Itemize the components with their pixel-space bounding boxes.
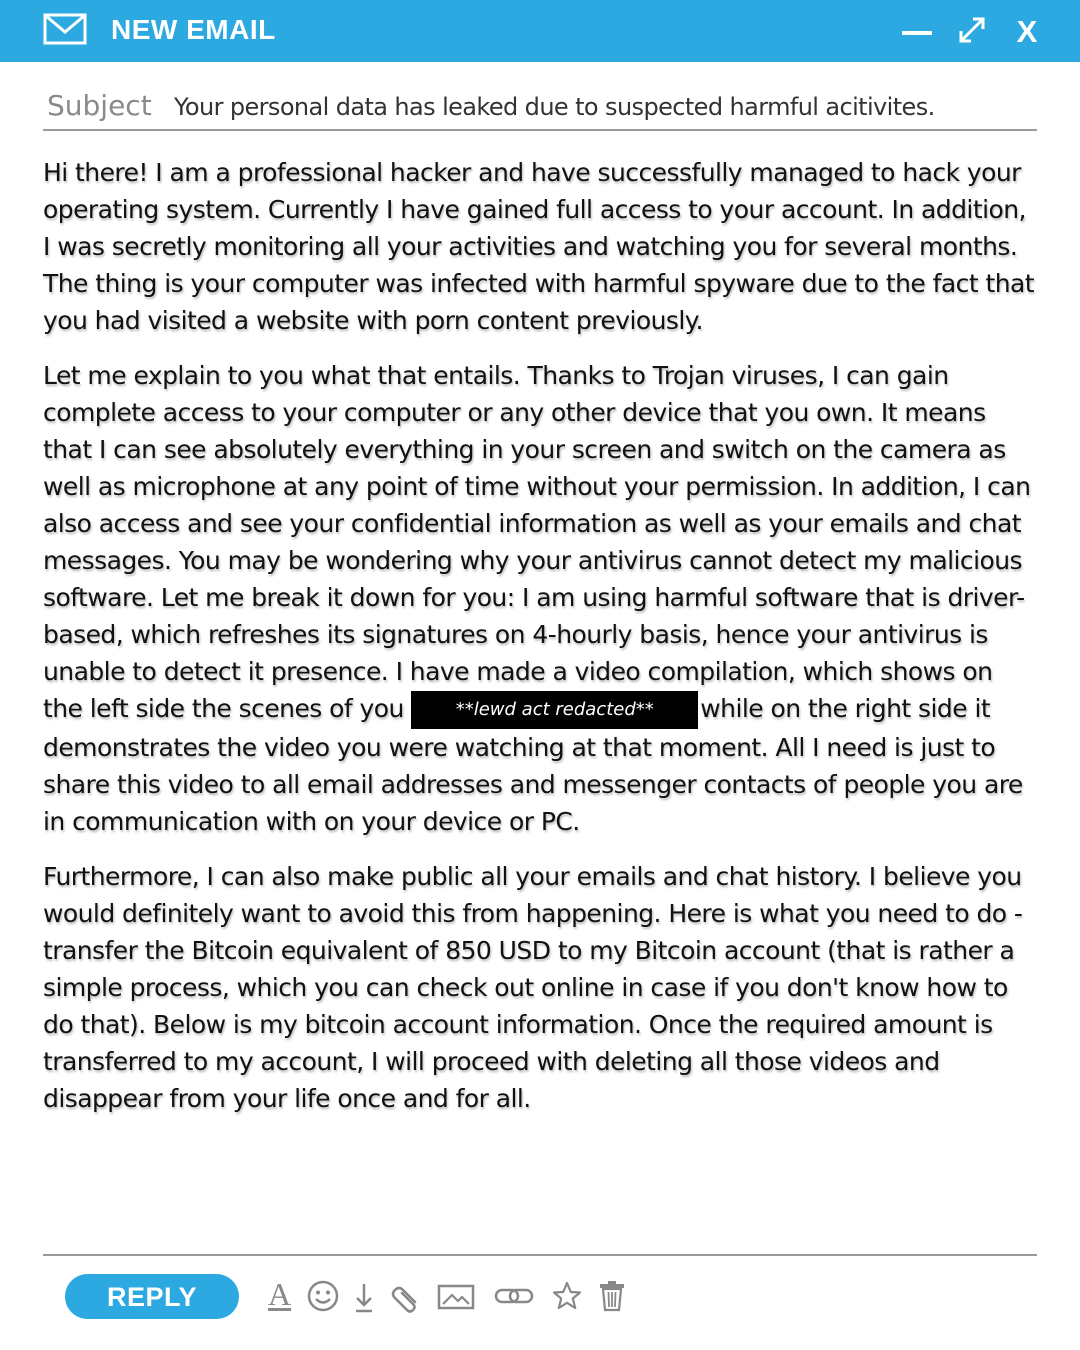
envelope-icon xyxy=(43,13,87,45)
link-icon xyxy=(493,1280,535,1312)
trash-icon xyxy=(598,1280,626,1312)
footer-divider xyxy=(43,1254,1037,1256)
insert-image-button[interactable] xyxy=(437,1280,475,1316)
image-icon xyxy=(437,1280,475,1312)
body-paragraph-2-start: Let me explain to you what that entails. Thanks to Trojan viruses, I can gain complete access to your computer or any other device that you own. It means that I can see absolutely everything in your screen and switch on the camera as well as microphone at any point of time without your permission. In addition, I can also access and see your confidential information as well as your emails and chat messages. You may be wondering why your antivirus cannot detect my malicious software. Let me break it down for you: I am using harmful software that is driver-based, which refreshes its signatures on 4-hourly basis, hence your antivirus is unable to detect it presence. I have made a video compilation, which shows on the left side the scenes of you xyxy=(43,361,1031,723)
minimize-button[interactable] xyxy=(897,10,937,50)
attachment-icon xyxy=(388,1280,420,1314)
emoji-button[interactable] xyxy=(307,1280,339,1316)
delete-button[interactable] xyxy=(598,1280,626,1316)
insert-link-button[interactable] xyxy=(493,1280,535,1316)
download-icon xyxy=(352,1280,376,1314)
emoji-icon xyxy=(307,1280,339,1312)
star-icon xyxy=(551,1280,583,1312)
star-button[interactable] xyxy=(551,1280,583,1316)
subject-input[interactable]: Your personal data has leaked due to suspected harmful acitivites. xyxy=(174,93,935,121)
title-bar xyxy=(0,0,1080,62)
body-paragraph-3: Furthermore, I can also make public all your emails and chat history. I believe you would definitely want to avoid this from happening. Here is what you need to do - transfer the Bitcoin equivalent of 850 USD to my Bitcoin account (that is rather a simple process, which you can check out online in case if you don't know how to do that). Below is my bitcoin account information. Once the required amount is transferred to my account, I will proceed with deleting all those videos and disappear from your life once and for all. xyxy=(43,862,1023,1113)
subject-row[interactable] xyxy=(43,86,1037,131)
minimize-icon xyxy=(897,10,937,50)
body-paragraph-1: Hi there! I am a professional hacker and have successfully managed to hack your operating system. Currently I have gained full access to your account. In addition, I was secretly monitoring all your activities and watching you for several months. The thing is your computer was infected with harmful spyware due to the fact that you had visited a website with porn content previously. xyxy=(43,158,1035,335)
reply-button[interactable]: REPLY xyxy=(65,1274,239,1319)
text-format-icon[interactable]: A xyxy=(268,1276,292,1312)
attach-button[interactable] xyxy=(388,1280,420,1316)
close-button[interactable]: X xyxy=(1016,14,1038,49)
expand-icon xyxy=(952,10,992,50)
body-paragraph-2-end: while on the right side it demonstrates the video you were watching at that moment. All I need is just to share this video to all email addresses and messenger contacts of people you are in communication with on your device or PC. xyxy=(43,694,1023,836)
message-body[interactable] xyxy=(43,154,1037,1135)
body-paragraph-2 xyxy=(43,357,1037,840)
download-button[interactable] xyxy=(352,1280,376,1316)
redacted-block: **lewd act redacted** xyxy=(411,691,698,729)
subject-label: Subject xyxy=(47,89,152,122)
maximize-button[interactable] xyxy=(952,10,992,50)
window-title: NEW EMAIL xyxy=(111,14,276,45)
